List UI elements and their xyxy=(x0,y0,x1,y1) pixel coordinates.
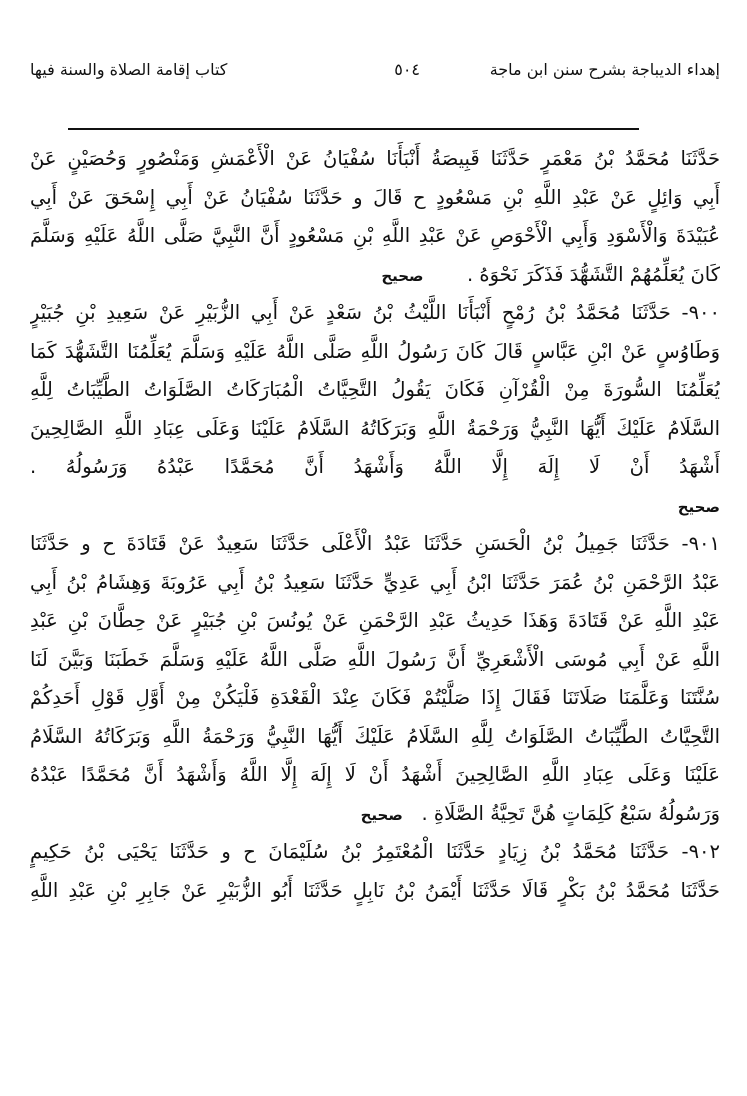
text-line: سُنَّتَنَا وَعَلَّمَنَا صَلَاتَنَا فَقَالَ إِذَا صَلَّيْتُمْ فَكَانَ عِنْدَ الْقَعْدَةِ فَلْيَكُنْ مِنْ أَوَّلِ قَوْلِ أَحَدِكُمْ xyxy=(30,686,720,709)
text-line: يُعَلِّمُنَا السُّورَةَ مِنْ الْقُرْآنِ فَكَانَ يَقُولُ التَّحِيَّاتُ الْمُبَارَكَاتُ الصَّلَوَاتُ الطَّيِّبَاتُ لِلَّهِ xyxy=(30,378,720,401)
text-line-content: وَرَسُولُهُ سَبْعُ كَلِمَاتٍ هُنَّ تَحِيَّةُ الصَّلَاةِ . xyxy=(421,801,720,825)
text-line xyxy=(30,795,720,834)
text-line: أَبِي وَائِلٍ عَنْ عَبْدِ اللَّهِ بْنِ مَسْعُودٍ ح قَالَ و حَدَّثَنَا سُفْيَانُ عَنْ أَبِي إِسْحَقَ عَنْ أَبِي xyxy=(30,185,720,209)
text-line: عَبْدُ الرَّحْمَنِ بْنُ عُمَرَ حَدَّثَنَا ابْنُ أَبِي عَدِيٍّ حَدَّثَنَا سَعِيدُ بْنُ أَبِي عَرُوبَةَ وَهِشَامُ بْنُ أَبِي xyxy=(30,570,720,594)
text-line: التَّحِيَّاتُ الطَّيِّبَاتُ الصَّلَوَاتُ لِلَّهِ السَّلَامُ عَلَيْكَ أَيُّهَا النَّبِيُّ وَرَحْمَةُ اللَّهِ وَبَرَكَاتُهُ السَّلَامُ xyxy=(30,724,720,748)
grade-label: صحيح xyxy=(677,497,720,516)
text-line: حَدَّثَنَا مُحَمَّدُ بْنُ بَكْرٍ قَالَا حَدَّثَنَا أَيْمَنُ بْنُ نَابِلٍ حَدَّثَنَا أَبُو الزُّبَيْرِ عَنْ جَابِرِ بْنِ عَبْدِ اللَّهِ xyxy=(30,878,720,902)
grade-label: صحيح xyxy=(381,266,424,285)
book-title: إهداء الديباجة بشرح سنن ابن ماجة xyxy=(489,60,720,79)
text-line: وَطَاوُسٍ عَنْ ابْنِ عَبَّاسٍ قَالَ كَانَ رَسُولُ اللَّهِ صَلَّى اللَّهُ عَلَيْهِ وَسَلَّمَ يُعَلِّمُنَا التَّشَهُّدَ كَمَا xyxy=(30,339,720,363)
text-line: عَلَيْنَا وَعَلَى عِبَادِ اللَّهِ الصَّالِحِينَ أَشْهَدُ أَنْ لَا إِلَهَ إِلَّا اللَّهُ وَأَشْهَدُ أَنَّ مُحَمَّدًا عَبْدُهُ xyxy=(30,763,720,786)
chapter-title: كتاب إقامة الصلاة والسنة فيها xyxy=(30,60,228,79)
text-line: أَشْهَدُ أَنْ لَا إِلَهَ إِلَّا اللَّهُ وَأَشْهَدُ أَنَّ مُحَمَّدًا عَبْدُهُ وَرَسُولُهُ . xyxy=(30,455,720,478)
header-divider xyxy=(68,128,639,130)
page-header xyxy=(30,60,720,90)
text-line: السَّلَامُ عَلَيْكَ أَيُّهَا النَّبِيُّ وَرَحْمَةُ اللَّهِ وَبَرَكَاتُهُ السَّلَامُ عَلَيْنَا وَعَلَى عِبَادِ اللَّهِ الصَّالِحِينَ xyxy=(30,416,720,440)
text-line: اللَّهِ عَنْ أَبِي مُوسَى الْأَشْعَرِيِّ أَنَّ رَسُولَ اللَّهِ صَلَّى اللَّهُ عَلَيْهِ وَسَلَّمَ خَطَبَنَا وَبَيَّنَ لَنَا xyxy=(30,647,720,671)
text-line xyxy=(30,256,720,295)
text-line: ٩٠٢- حَدَّثَنَا مُحَمَّدُ بْنُ زِيَادٍ حَدَّثَنَا الْمُعْتَمِرُ بْنُ سُلَيْمَانَ ح و حَدَّثَنَا يَحْيَى بْنُ حَكِيمٍ xyxy=(30,840,720,863)
hadith-text xyxy=(30,140,720,910)
text-line: عَبْدِ اللَّهِ عَنْ قَتَادَةَ وَهَذَا حَدِيثُ عَبْدِ الرَّحْمَنِ عَنْ يُونُسَ بْنِ جُبَيْرٍ عَنْ حِطَّانَ بْنِ عَبْدِ xyxy=(30,609,720,632)
grade-label: صحيح xyxy=(360,805,403,824)
grade-row xyxy=(30,487,720,526)
text-line: عُبَيْدَةَ وَالْأَسْوَدِ وَأَبِي الْأَحْوَصِ عَنْ عَبْدِ اللَّهِ بْنِ مَسْعُودٍ أَنَّ النَّبِيَّ صَلَّى اللَّهُ عَلَيْهِ وَسَلَّمَ xyxy=(30,224,720,247)
text-line-content: كَانَ يُعَلِّمُهُمْ التَّشَهُّدَ فَذَكَرَ نَحْوَهُ . xyxy=(466,262,720,286)
text-line: ٩٠١- حَدَّثَنَا جَمِيلُ بْنُ الْحَسَنِ حَدَّثَنَا عَبْدُ الْأَعْلَى حَدَّثَنَا سَعِيدٌ عَنْ قَتَادَةَ ح و حَدَّثَنَا xyxy=(30,532,720,555)
page-number: ٥٠٤ xyxy=(394,60,420,79)
text-line: حَدَّثَنَا مُحَمَّدُ بْنُ مَعْمَرٍ حَدَّثَنَا قَبِيصَةُ أَنْبَأَنَا سُفْيَانُ عَنْ الْأَعْمَشِ وَمَنْصُورٍ وَحُصَيْنٍ عَنْ xyxy=(30,147,720,170)
text-line: ٩٠٠- حَدَّثَنَا مُحَمَّدُ بْنُ رُمْحٍ أَنْبَأَنَا اللَّيْثُ بْنُ سَعْدٍ عَنْ أَبِي الزُّبَيْرِ عَنْ سَعِيدِ بْنِ جُبَيْرٍ xyxy=(30,301,720,324)
